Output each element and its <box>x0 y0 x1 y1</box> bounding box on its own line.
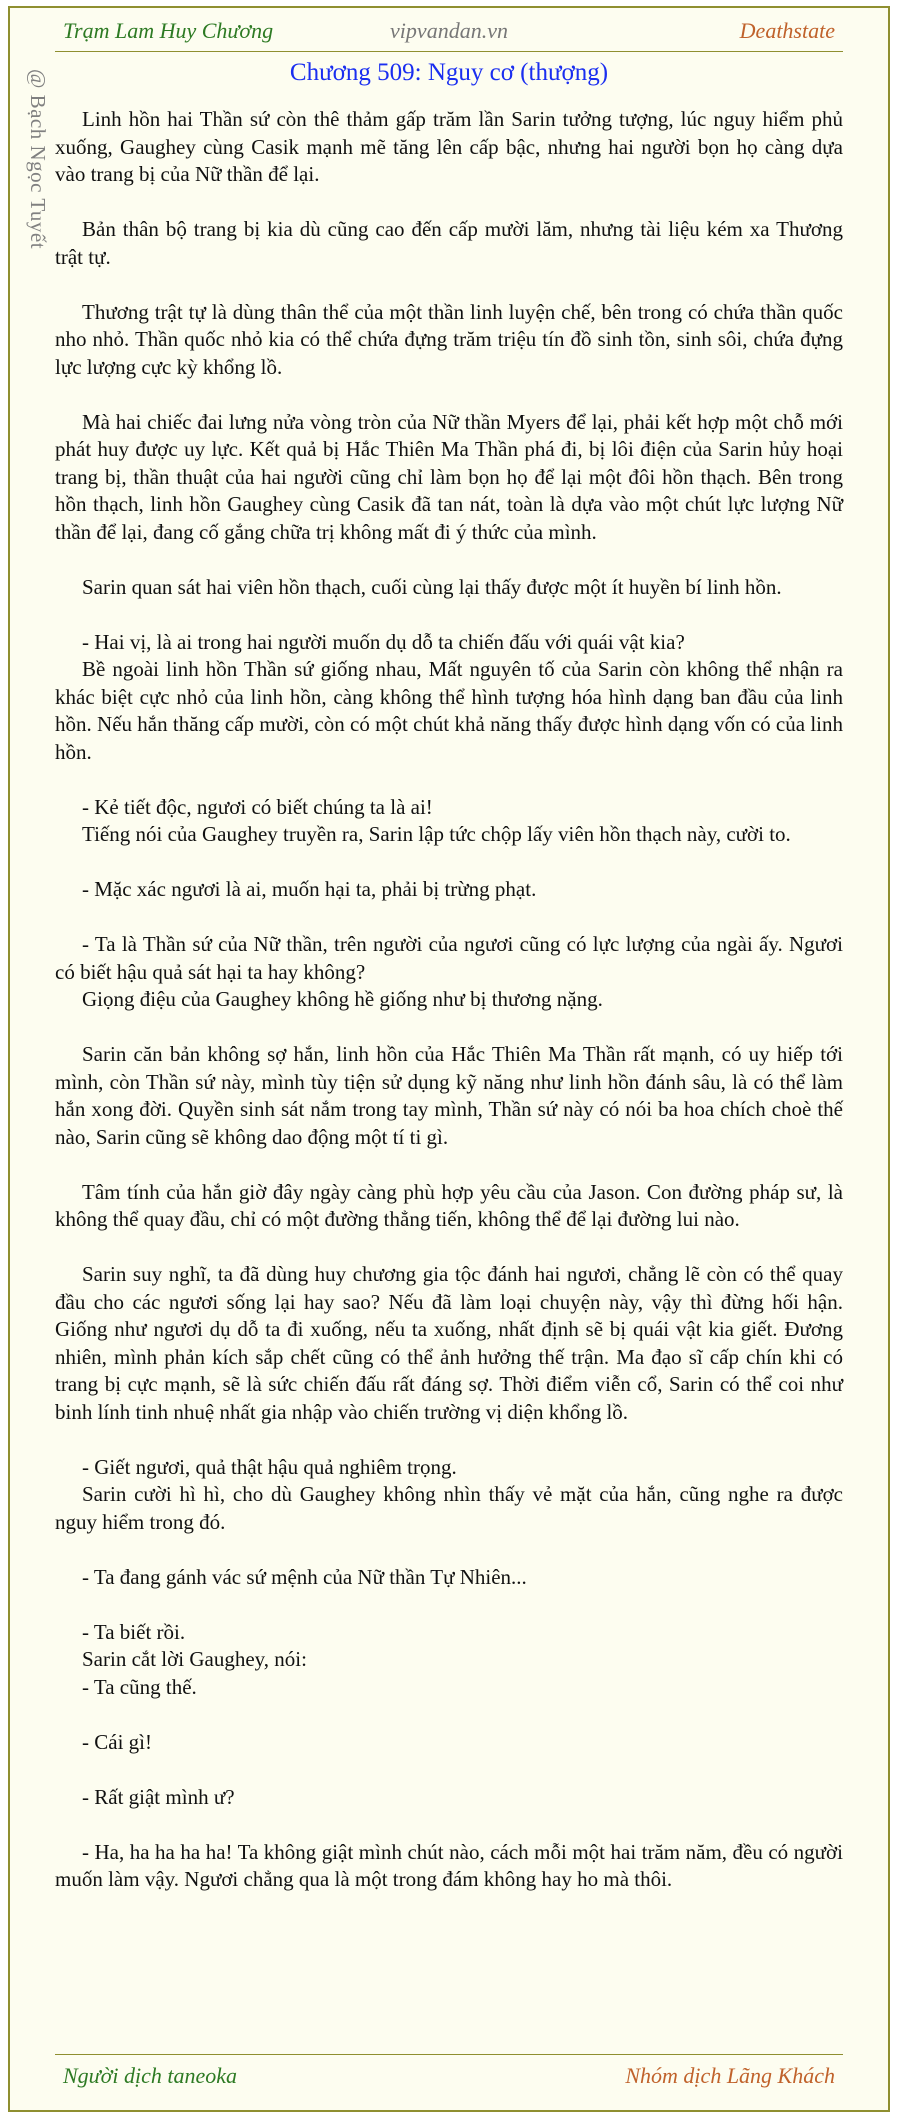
header-author: Deathstate <box>739 18 835 43</box>
paragraph: Tâm tính của hắn giờ đây ngày càng phù hợp yêu cầu của Jason. Con đường pháp sư, là không thể quay đầu, chỉ có một đường thẳng tiến, không thể để lại đường lui nào. <box>55 1179 843 1231</box>
paragraph: Bề ngoài linh hồn Thần sứ giống nhau, Mất nguyên tố của Sarin còn không thể nhận ra khác biệt cực nhỏ của linh hồn, càng không thể hình tượng hóa hình dạng ban đầu của linh hồn. Nếu hắn thăng cấp mười, còn có một chút khả năng thấy được hình dạng vốn có của linh hồn. <box>55 657 843 764</box>
paragraph: - Giết ngươi, quả thật hậu quả nghiêm trọng. <box>82 1454 457 1479</box>
paragraph: - Ha, ha ha ha ha! Ta không giật mình chút nào, cách mỗi một hai trăm năm, đều có người muốn làm vậy. Ngươi chẳng qua là một trong đám không hay ho mà thôi. <box>55 1839 843 1891</box>
paragraph: Sarin căn bản không sợ hắn, linh hồn của Hắc Thiên Ma Thần rất mạnh, có uy hiếp tới mình, còn Thần sứ này, mình tùy tiện sử dụng kỹ năng như linh hồn đánh sâu, là có thể làm hắn xong đời. Quyền sinh sát nắm trong tay mình, Thần sứ này có nói ba hoa chích choè thế nào, Sarin cũng sẽ không dao động một tí ti gì. <box>55 1042 843 1149</box>
side-credit: @ Bạch Ngọc Tuyết <box>26 68 50 250</box>
page-header <box>55 18 843 46</box>
footer-group: Nhóm dịch Lãng Khách <box>625 2063 835 2088</box>
paragraph: Thương trật tự là dùng thân thể của một thần linh luyện chế, bên trong có chứa thần quốc nho nhỏ. Thần quốc nhỏ kia có thể chứa đựng trăm triệu tín đồ sinh tồn, sinh sôi, chứa đựng lực lượng cực kỳ khổng lồ. <box>55 299 843 379</box>
paragraph: - Ta đang gánh vác sứ mệnh của Nữ thần Tự Nhiên... <box>82 1564 527 1589</box>
page-frame <box>8 6 890 2112</box>
paragraph: - Hai vị, là ai trong hai người muốn dụ dỗ ta chiến đấu với quái vật kia? <box>82 629 685 654</box>
footer-translator: Người dịch taneoka <box>63 2063 238 2088</box>
paragraph: Tiếng nói của Gaughey truyền ra, Sarin lập tức chộp lấy viên hồn thạch này, cười to. <box>82 822 791 846</box>
paragraph: - Cái gì! <box>82 1729 152 1754</box>
paragraph: - Rất giật mình ư? <box>82 1784 235 1809</box>
paragraph: Giọng điệu của Gaughey không hề giống như bị thương nặng. <box>82 987 603 1011</box>
paragraph: - Kẻ tiết độc, ngươi có biết chúng ta là ai! <box>82 794 433 819</box>
footer-divider <box>55 2054 843 2055</box>
paragraph: - Ta biết rồi. <box>82 1619 186 1644</box>
header-book-title: Trạm Lam Huy Chương <box>63 18 274 43</box>
paragraph: Mà hai chiếc đai lưng nửa vòng tròn của Nữ thần Myers để lại, phải kết hợp một chỗ mới phát huy được uy lực. Kết quả bị Hắc Thiên Ma Thần phá đi, bị lôi điện của Sarin hủy hoại trang bị, thần thuật của hai người cũng chỉ làm bọn họ để lại một đôi hồn thạch. Bên trong hồn thạch, linh hồn Gaughey cùng Casik đã tan nát, toàn là dựa vào một chút lực lượng Nữ thần để lại, đang cố gắng chữa trị không mất đi ý thức của mình. <box>55 409 843 544</box>
paragraph: Sarin cười hì hì, cho dù Gaughey không nhìn thấy vẻ mặt của hắn, cũng nghe ra được nguy hiểm trong đó. <box>55 1482 843 1534</box>
paragraph: Sarin quan sát hai viên hồn thạch, cuối cùng lại thấy được một ít huyền bí linh hồn. <box>82 574 782 599</box>
paragraph: - Ta cũng thế. <box>82 1674 197 1699</box>
paragraph: Sarin suy nghĩ, ta đã dùng huy chương gia tộc đánh hai ngươi, chẳng lẽ còn có thể quay đầu cho các ngươi sống lại hay sao? Nếu đã làm loại chuyện này, vậy thì đừng hối hận. Giống như ngươi dụ dỗ ta đi xuống, nếu ta xuống, nhất định sẽ bị quái vật kia giết. Đương nhiên, mình phản kích sắp chết cũng có thể ảnh hưởng thế trận. Ma đạo sĩ cấp chín khi có trang bị cực mạnh, sẽ là sức chiến đấu rất đáng sợ. Thời điểm viễn cổ, Sarin có thể coi như binh lính tinh nhuệ nhất gia nhập vào chiến trường vị diện khổng lồ. <box>55 1262 843 1424</box>
paragraph: Sarin cắt lời Gaughey, nói: <box>82 1647 307 1671</box>
page-footer <box>55 2063 843 2093</box>
header-website: vipvandan.vn <box>390 18 508 43</box>
paragraph: Bản thân bộ trang bị kia dù cũng cao đến cấp mười lăm, nhưng tài liệu kém xa Thương trật tự. <box>55 217 843 269</box>
chapter-title: Chương 509: Nguy cơ (thượng) <box>289 59 609 86</box>
header-divider <box>55 51 843 52</box>
paragraph: - Ta là Thần sứ của Nữ thần, trên người của ngươi cũng có lực lượng của ngài ấy. Ngươi có biết hậu quả sát hại ta hay không? <box>55 932 843 984</box>
paragraph: Linh hồn hai Thần sứ còn thê thảm gấp trăm lần Sarin tưởng tượng, lúc nguy hiểm phủ xuống, Gaughey cùng Casik mạnh mẽ tăng lên cấp bậc, nhưng hai người bọn họ càng dựa vào trang bị của Nữ thần để lại. <box>55 107 843 186</box>
paragraph: - Mặc xác ngươi là ai, muốn hại ta, phải bị trừng phạt. <box>82 877 537 901</box>
chapter-content <box>55 106 843 1894</box>
